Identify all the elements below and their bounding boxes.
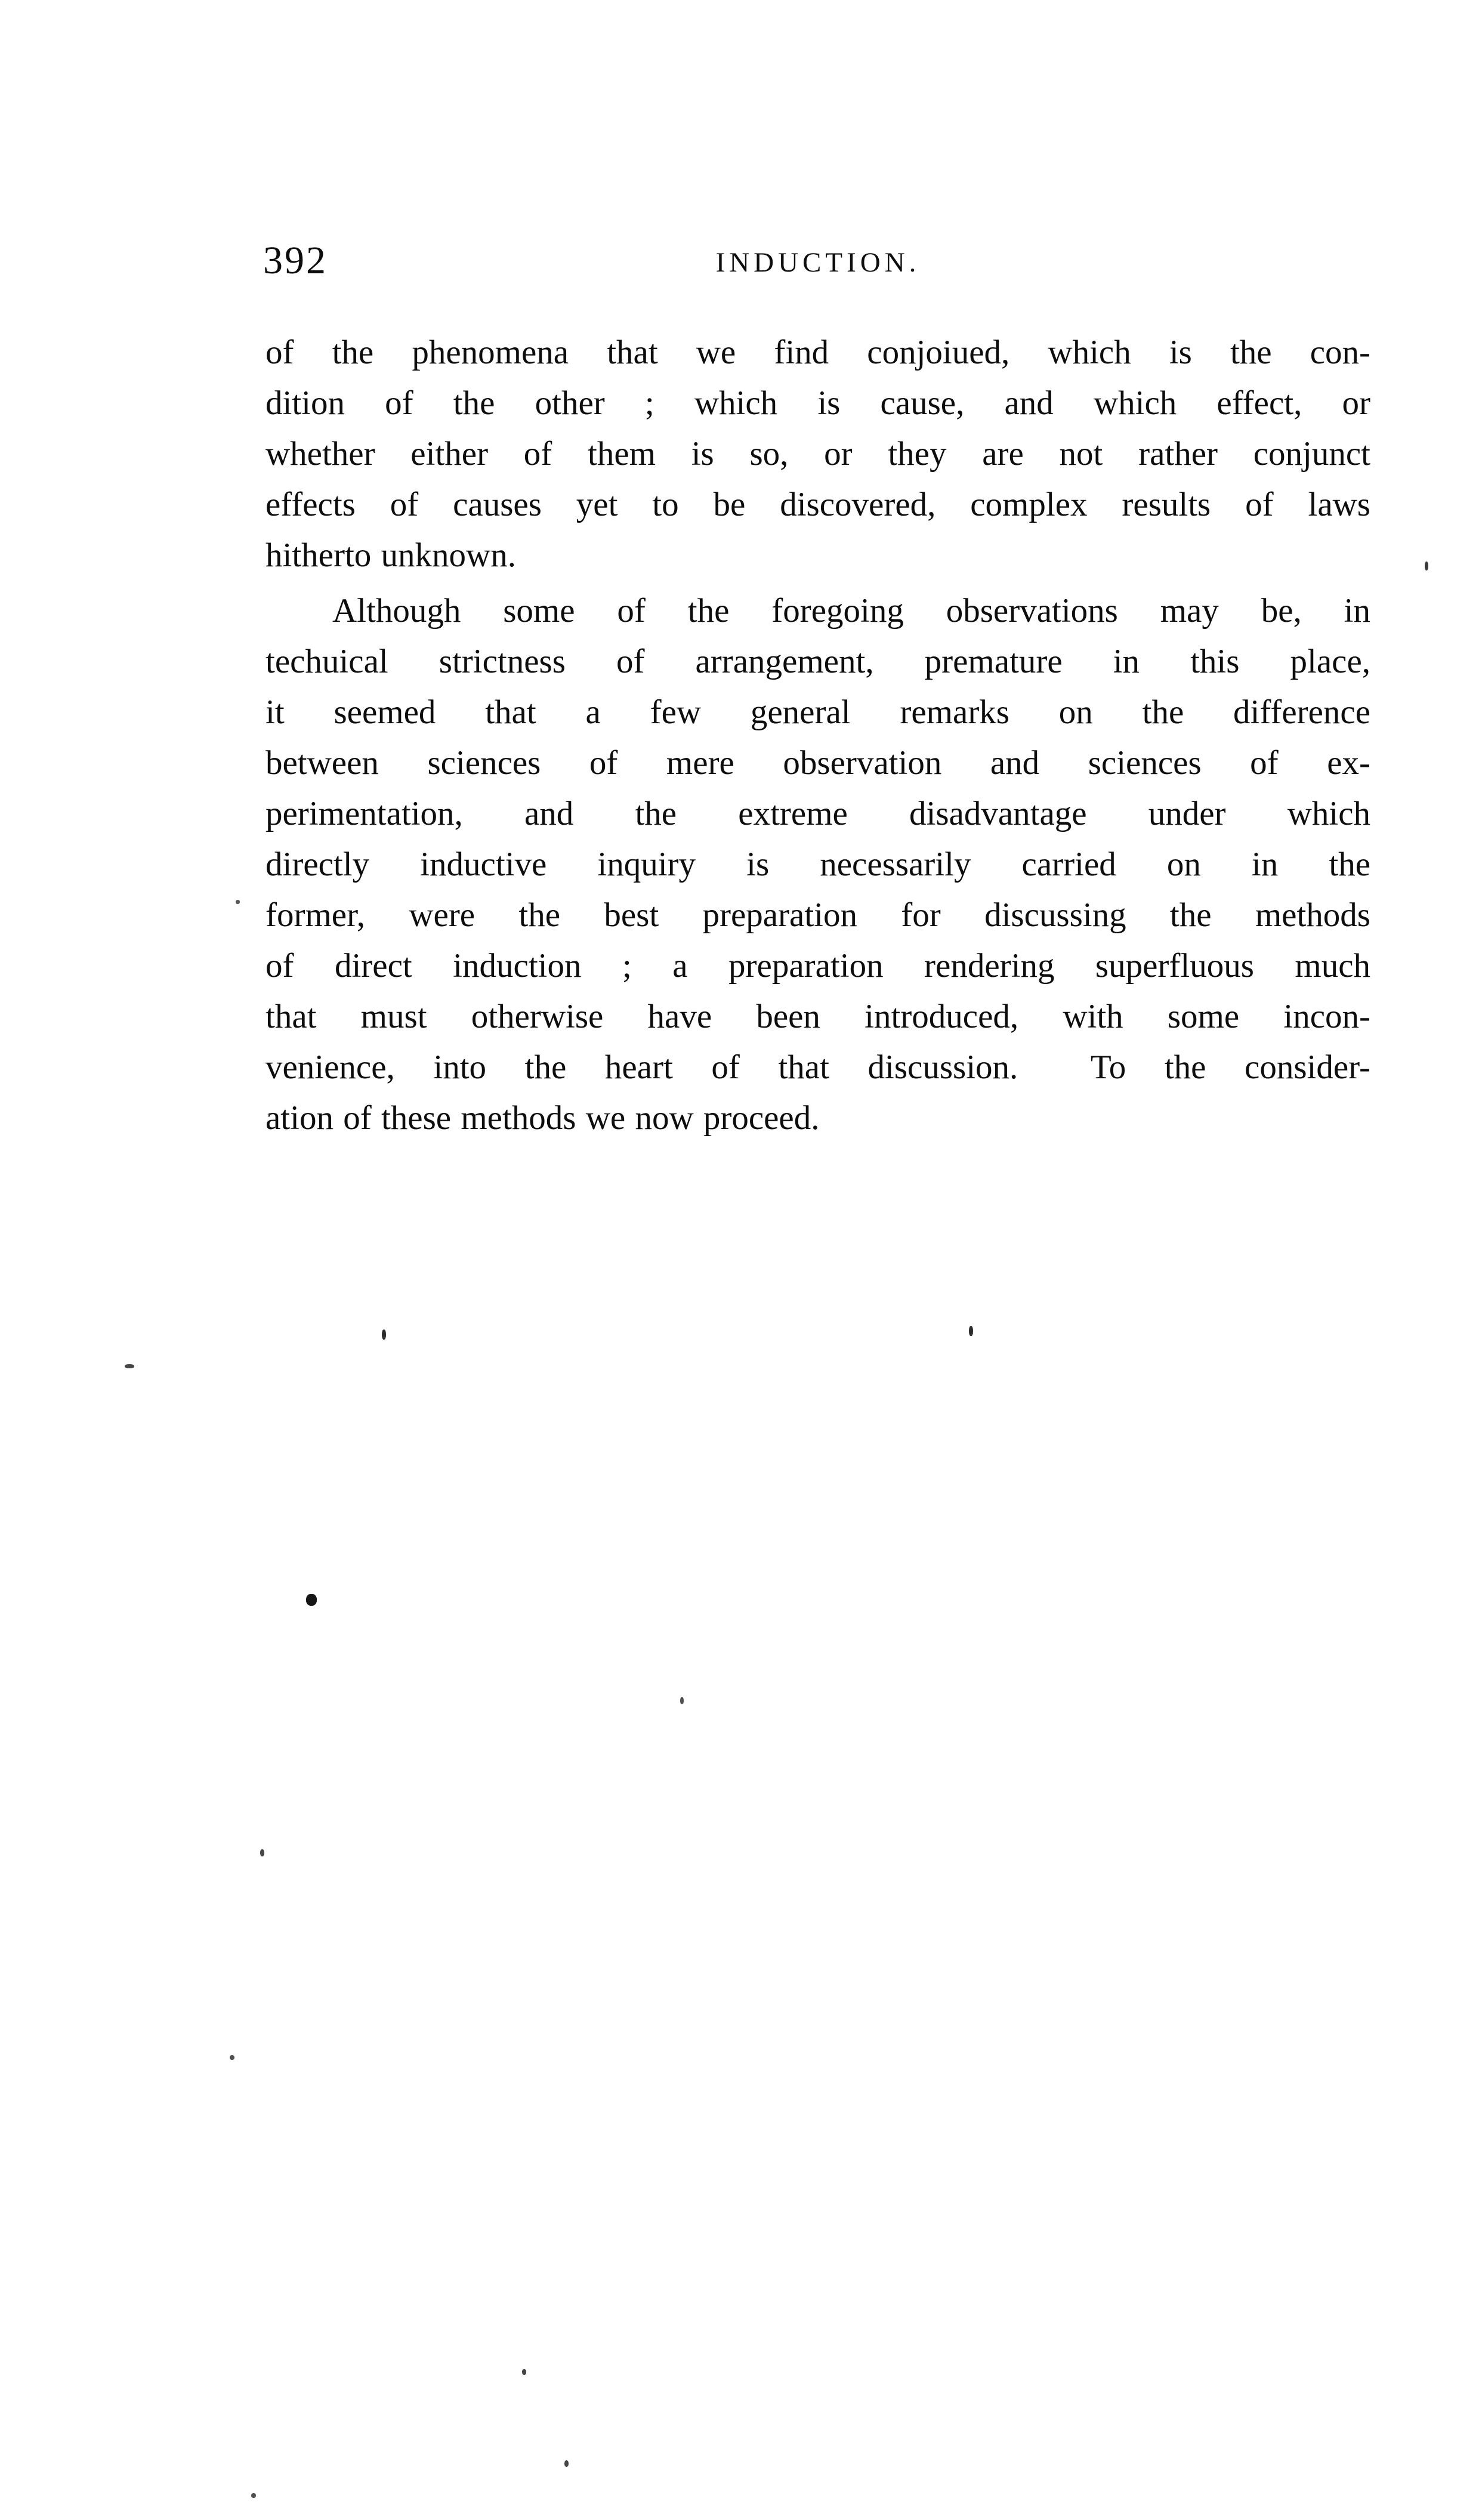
scan-speck [125, 1364, 134, 1368]
scan-speck [382, 1330, 386, 1340]
paragraph-1 [265, 327, 1370, 581]
text-line: of direct induction ; a preparation rendering superfluous much [265, 947, 1370, 985]
scan-speck [680, 1697, 684, 1704]
text-line: dition of the other ; which is cause, and which effect, or [265, 384, 1370, 422]
text-line: it seemed that a few general remarks on the difference [265, 693, 1370, 731]
text-line: former, were the best preparation for discussing the methods [265, 896, 1370, 934]
scan-speck [260, 1849, 264, 1856]
running-head: INDUCTION. [715, 247, 921, 278]
scan-speck [306, 1594, 317, 1606]
text-line: of the phenomena that we find conjoiued, which is the con- [265, 334, 1370, 371]
scan-speck [1425, 562, 1428, 570]
text-line: venience, into the heart of that discussion. To the consider- [265, 1048, 1370, 1086]
text-line: perimentation, and the extreme disadvantage under which [265, 795, 1370, 832]
scan-speck [522, 2369, 526, 2375]
scan-speck [236, 900, 240, 904]
text-line: whether either of them is so, or they are not rather conjunct [265, 435, 1370, 473]
scan-speck [969, 1326, 973, 1336]
text-line: hitherto unknown. [265, 536, 516, 574]
scan-speck [230, 2055, 234, 2060]
text-line: Although some of the foregoing observations may be, in [332, 592, 1370, 630]
text-line: effects of causes yet to be discovered, complex results of laws [265, 486, 1370, 523]
text-line: techuical strictness of arrangement, premature in this place, [265, 643, 1370, 680]
scan-speck [251, 2493, 256, 2498]
paragraph-2 [265, 585, 1370, 1143]
text-line: directly inductive inquiry is necessarily carried on in the [265, 846, 1370, 883]
scan-speck [564, 2460, 569, 2467]
page-number: 392 [263, 239, 328, 282]
text-line: between sciences of mere observation and sciences of ex- [265, 744, 1370, 782]
text-line: that must otherwise have been introduced, with some incon- [265, 998, 1370, 1035]
text-line: ation of these methods we now proceed. [265, 1099, 820, 1137]
body-text-block [265, 327, 1370, 1143]
